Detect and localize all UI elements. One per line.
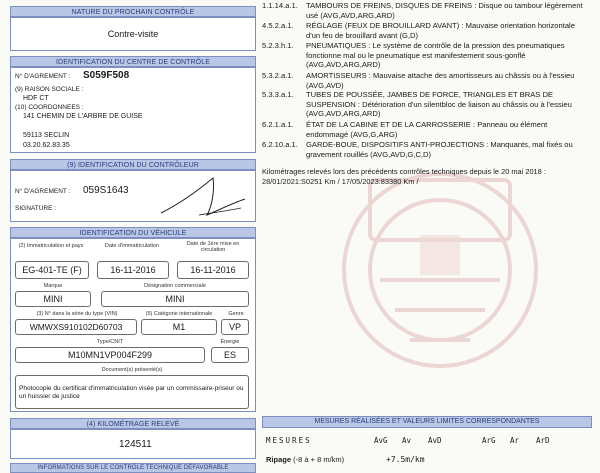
km-value: 124511 — [119, 439, 152, 450]
genre-label: Genre — [228, 311, 244, 317]
centre-address-line2: 59113 SECLIN — [23, 132, 70, 139]
mesures-col-ard: ArD — [536, 436, 550, 445]
defect-row — [262, 120, 592, 139]
defect-code: 6.2.10.a.1. — [262, 140, 298, 149]
defect-row — [262, 71, 592, 90]
km-history — [262, 167, 594, 186]
vehicule-title: IDENTIFICATION DU VÉHICULE — [10, 227, 256, 238]
defect-text: RÉGLAGE (FEUX DE BROUILLARD AVANT) : Mauvaise orientation horizontale d'un feu de brouillard avant (G,D) — [306, 21, 575, 40]
centre-raison-label: (9) RAISON SOCIALE : — [15, 86, 84, 93]
date-1ere-value: 16-11-2016 — [177, 261, 249, 279]
defect-text: AMORTISSEURS : Mauvaise attache des amortisseurs au châssis ou à l'essieu (AVG,AVD) — [306, 71, 575, 90]
vehicule-section — [10, 238, 256, 412]
right-column — [262, 0, 600, 470]
immat-value: EG-401-TE (F) — [15, 261, 89, 279]
marque-label: Marque — [43, 283, 63, 289]
type-label: Type/CNIT — [96, 339, 124, 345]
nature-value: Contre-visite — [107, 29, 159, 39]
mesures-title: MESURES RÉALISÉES ET VALEURS LIMITES CORRESPONDANTES — [262, 416, 592, 428]
defect-text: ÉTAT DE LA CABINE ET DE LA CARROSSERIE : Panneau ou élément endommagé (AVG,G,ARG) — [306, 120, 548, 139]
vin-value: WMWXS910102D60703 — [15, 319, 137, 335]
signature-image — [141, 173, 251, 221]
defect-code: 5.2.3.h.1. — [262, 41, 294, 50]
mesures-col-avg: AvG — [374, 436, 388, 445]
designation-value: MINI — [101, 291, 249, 307]
marque-value: MINI — [15, 291, 91, 307]
defect-row — [262, 41, 592, 70]
categorie-label: (5) Catégorie internationale — [145, 311, 213, 317]
immat-label: (2) Immatriculation et pays — [18, 243, 84, 249]
centre-agrement-label: N° D'AGREMENT : — [15, 73, 71, 80]
defect-code: 6.2.1.a.1. — [262, 120, 294, 129]
km-history-line1: Kilométrages relevés lors des précédents contrôles techniques depuis le 20 mai 2018 : — [262, 167, 546, 176]
defect-row — [262, 90, 592, 119]
ripage-label: Ripage — [266, 455, 292, 464]
mesures-col-ar: Ar — [510, 436, 520, 445]
nature-title: NATURE DU PROCHAIN CONTRÔLE — [10, 6, 256, 17]
documents-label: Document(s) présenté(s) — [101, 367, 163, 373]
ripage-row — [266, 455, 344, 464]
defect-text: GARDE-BOUE, DISPOSITIFS ANTI-PROJECTIONS : Manquants, mal fixés ou gravement rouillés (AVG,AVD,G,C,D) — [306, 140, 573, 159]
mesures-col-arg: ArG — [482, 436, 496, 445]
centre-address-line1: 141 CHEMIN DE L'ARBRE DE GUISE — [23, 113, 143, 120]
controleur-agrement-label: N° D'AGREMENT : — [15, 188, 71, 195]
km-title: (4) KILOMÉTRAGE RELEVÉ — [10, 418, 256, 429]
defect-code: 1.1.14.a.1. — [262, 1, 298, 10]
defect-code: 5.3.3.a.1. — [262, 90, 294, 99]
defect-text: TUBES DE POUSSÉE, JAMBES DE FORCE, TRIANGLES ET BRAS DE SUSPENSION : Détérioration d'un silentbloc de liaison au châssis ou à l'essieu (AVG,AVD,ARG,ARD) — [306, 90, 572, 118]
controleur-section — [10, 170, 256, 222]
controleur-signature-label: SIGNATURE : — [15, 205, 57, 212]
centre-section — [10, 67, 256, 153]
mesures-heading: MESURES — [266, 436, 312, 445]
km-section — [10, 429, 256, 459]
defect-text: TAMBOURS DE FREINS, DISQUES DE FREINS : Disque ou tambour légèrement usé (AVG,AVD,ARG,ARD) — [306, 1, 583, 20]
controleur-title: (9) IDENTIFICATION DU CONTRÔLEUR — [10, 159, 256, 170]
defect-row — [262, 1, 592, 20]
centre-raison-value: HDF CT — [23, 95, 49, 102]
vin-label: (3) N° dans la série du type (VIN) — [36, 311, 118, 317]
centre-agrement-value: S059F508 — [83, 70, 130, 81]
nature-section — [10, 17, 256, 51]
controleur-agrement-value: 059S1643 — [83, 185, 129, 196]
mesures-col-av: Av — [402, 436, 412, 445]
defect-code: 5.3.2.a.1. — [262, 71, 294, 80]
mesures-col-avd: AvD — [428, 436, 442, 445]
designation-label: Désignation commerciale — [144, 283, 206, 289]
energie-value: ES — [211, 347, 249, 363]
date-immat-value: 16-11-2016 — [97, 261, 169, 279]
defect-text: PNEUMATIQUES : Le système de contrôle de la pression des pneumatiques fonctionne mal ou le pneumatique est manifestement sous-gonflé (AVG,AVD,ARG,ARD) — [306, 41, 565, 69]
documents-value: Photocopie du certificat d'immatriculation visée par un commissaire-priseur ou un huissier de justice — [15, 375, 249, 409]
ripage-range: (-8 à + 8 m/km) — [293, 455, 345, 464]
centre-title: IDENTIFICATION DU CENTRE DE CONTRÔLE — [10, 56, 256, 67]
energie-label: Énergie — [220, 339, 240, 345]
centre-phone: 03.20.62.83.35 — [23, 142, 70, 149]
genre-value: VP — [221, 319, 249, 335]
type-value: M10MN1VP004F299 — [15, 347, 205, 363]
defect-row — [262, 21, 592, 40]
centre-coord-label: (10) COORDONNEES : — [15, 104, 84, 111]
km-history-line2: 28/01/2021:S0251 Km / 17/05/2023:83380 Km / — [262, 176, 419, 186]
left-column — [0, 0, 258, 470]
defect-row — [262, 140, 592, 159]
defect-code: 4.5.2.a.1. — [262, 21, 294, 30]
date-immat-label: Date d'immatriculation — [104, 243, 160, 249]
date-1ere-label: Date de 1ère mise en circulation — [186, 241, 240, 253]
ripage-value: +7.5m/km — [386, 455, 425, 464]
categorie-value: M1 — [141, 319, 217, 335]
footer-left-title: INFORMATIONS SUR LE CONTRÔLE TECHNIQUE DÉFAVORABLE — [10, 463, 256, 473]
